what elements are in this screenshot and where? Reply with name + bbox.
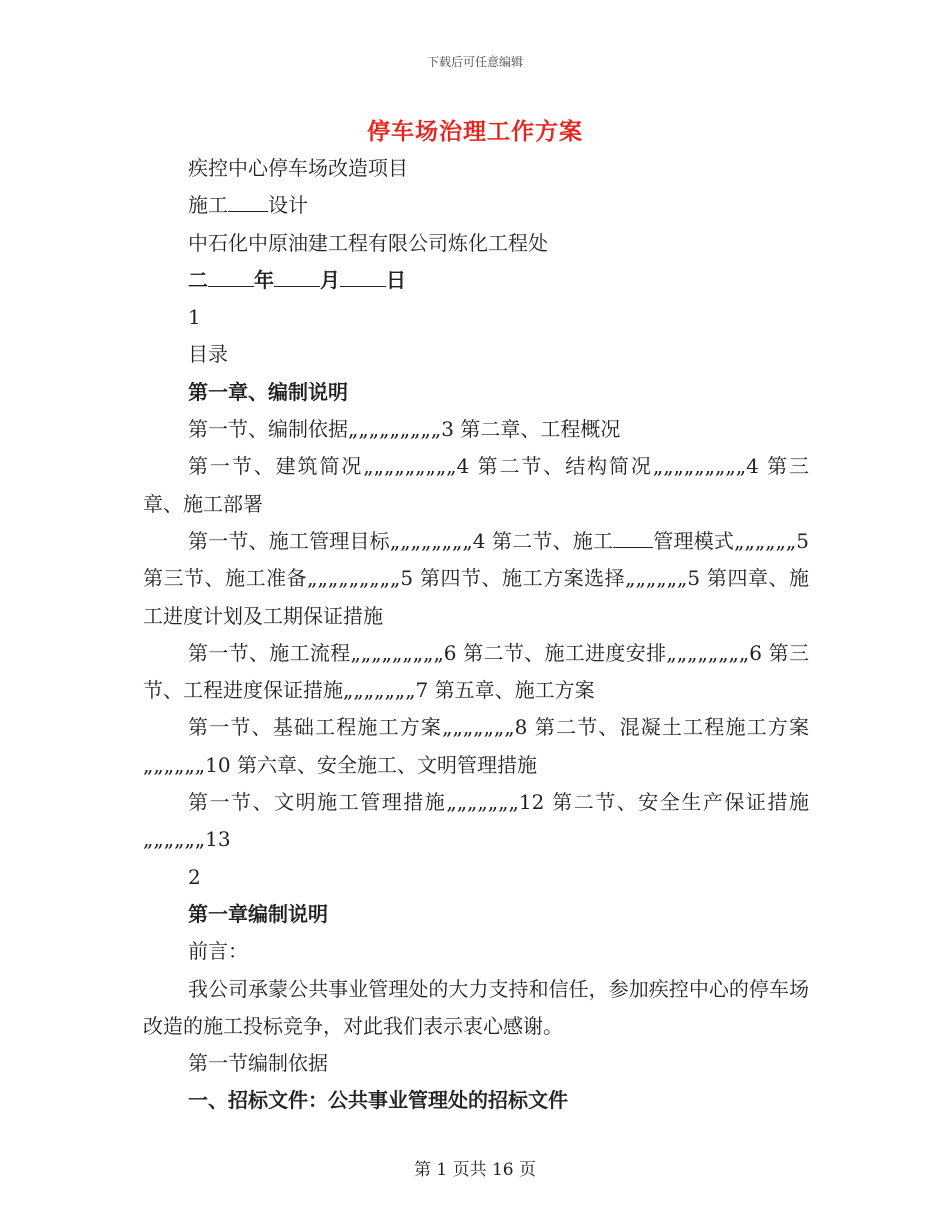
blank-underline bbox=[208, 265, 254, 287]
toc-entry: 第一节、施工流程„„„„„„„„„6 第二节、施工进度安排„„„„„„„„6 第三节、工程进度保证措施„„„„„„„7 第五章、施工方案 bbox=[143, 640, 809, 703]
page-footer: 第 1 页共 16 页 bbox=[413, 1160, 537, 1180]
page-number-2: 2 bbox=[188, 864, 201, 889]
intro-paragraph: 我公司承蒙公共事业管理处的大力支持和信任，参加疾控中心的停车场改造的施工投标竞争，对此我们表示衷心感谢。 bbox=[143, 976, 809, 1038]
toc-entry: 第一节、建筑简况„„„„„„„„„4 第二节、结构简况„„„„„„„„„4 第三章、施工部署 bbox=[143, 454, 809, 516]
preface-label: 前言： bbox=[188, 939, 248, 964]
header-note: 下载后可任意编辑 bbox=[426, 55, 523, 69]
blank-underline bbox=[340, 265, 386, 287]
date-day: 日 bbox=[386, 267, 406, 292]
document-title: 停车场治理工作方案 bbox=[367, 118, 583, 145]
design-prefix: 施工 bbox=[188, 193, 228, 218]
toc-entry: 第一节、编制依据„„„„„„„„„3 第二章、工程概况 bbox=[188, 417, 621, 442]
blank-underline bbox=[613, 526, 653, 548]
page-number-1: 1 bbox=[188, 305, 201, 330]
blank-underline bbox=[274, 265, 320, 287]
date-month: 月 bbox=[320, 267, 340, 292]
blank-underline bbox=[228, 190, 268, 212]
toc-entry: 第一节、基础工程施工方案„„„„„„„8 第二节、混凝土工程施工方案„„„„„„10 第六章、安全施工、文明管理措施 bbox=[143, 715, 809, 777]
design-line bbox=[143, 187, 809, 224]
document-body bbox=[143, 150, 809, 1120]
toc-entry bbox=[143, 523, 809, 635]
company-line: 中石化中原油建工程有限公司炼化工程处 bbox=[188, 230, 548, 255]
item-heading: 一、招标文件：公共事业管理处的招标文件 bbox=[188, 1088, 568, 1113]
date-prefix: 二 bbox=[188, 267, 208, 292]
section-title: 第一节编制依据 bbox=[188, 1051, 328, 1076]
toc-entry: 第一节、文明施工管理措施„„„„„„„12 第二节、安全生产保证措施„„„„„„13 bbox=[143, 790, 809, 852]
chapter-title: 第一章编制说明 bbox=[188, 901, 328, 926]
design-suffix: 设计 bbox=[268, 193, 308, 218]
toc-title: 目录 bbox=[188, 342, 228, 367]
date-year: 年 bbox=[254, 267, 274, 292]
date-line bbox=[143, 262, 809, 299]
toc-entry-part: 第一节、施工管理目标„„„„„„„„4 第二节、施工 bbox=[188, 528, 614, 553]
project-line: 疾控中心停车场改造项目 bbox=[188, 156, 408, 180]
toc-entry-part: 管理模式„„„„„„5 第三节、施工准备„„„„„„„„„5 第四节、施工方案选择„„„„„„5 第四章、施工进度计划及工期保证措施 bbox=[143, 528, 809, 628]
toc-chapter-heading: 第一章、编制说明 bbox=[188, 379, 348, 404]
